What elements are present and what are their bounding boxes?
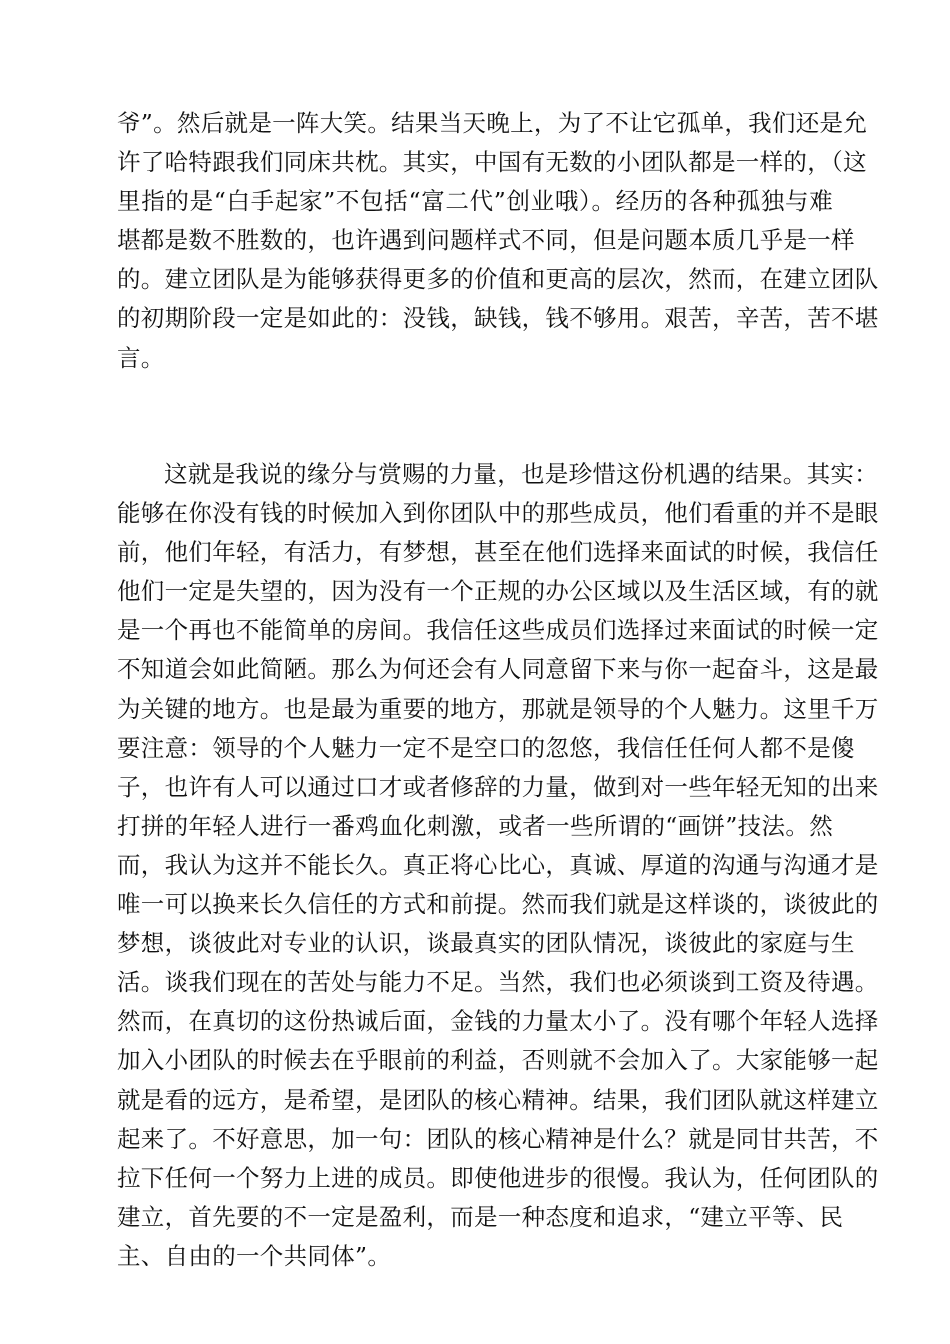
text-line: 要注意：领导的个人魅力一定不是空口的忽悠，我信任任何人都不是傻 bbox=[117, 733, 855, 762]
text-line: 唯一可以换来长久信任的方式和前提。然而我们就是这样谈的，谈彼此的 bbox=[117, 890, 879, 919]
text-line: 的初期阶段一定是如此的：没钱，缺钱，钱不够用。艰苦，辛苦，苦不堪 bbox=[117, 304, 879, 333]
text-line: 的。建立团队是为能够获得更多的价值和更高的层次，然而，在建立团队 bbox=[117, 265, 879, 294]
text-line: 打拼的年轻人进行一番鸡血化刺激，或者一些所谓的“画饼”技法。然 bbox=[117, 811, 833, 840]
text-line: 爷”。然后就是一阵大笑。结果当天晚上，为了不让它孤单，我们还是允 bbox=[117, 109, 868, 137]
text-line: 就是看的远方，是希望，是团队的核心精神。结果，我们团队就这样建立 bbox=[117, 1085, 879, 1114]
text-line-first: 这就是我说的缘分与赏赐的力量，也是珍惜这份机遇的结果。其实： bbox=[164, 460, 878, 488]
text-line: 起来了。不好意思，加一句：团队的核心精神是什么？就是同甘共苦，不 bbox=[117, 1124, 879, 1153]
text-line: 里指的是“白手起家”不包括“富二代”创业哦）。经历的各种孤独与难 bbox=[117, 187, 833, 216]
paragraph-continuation bbox=[117, 104, 879, 378]
text-line: 活。谈我们现在的苦处与能力不足。当然，我们也必须谈到工资及待遇。 bbox=[117, 968, 879, 997]
text-line: 子，也许有人可以通过口才或者修辞的力量，做到对一些年轻无知的出来 bbox=[117, 772, 879, 801]
text-line: 梦想，谈彼此对专业的认识，谈最真实的团队情况，谈彼此的家庭与生 bbox=[117, 929, 855, 958]
text-line: 能够在你没有钱的时候加入到你团队中的那些成员，他们看重的并不是眼 bbox=[117, 499, 879, 528]
text-line: 加入小团队的时候去在乎眼前的利益，否则就不会加入了。大家能够一起 bbox=[117, 1046, 879, 1075]
text-line: 堪都是数不胜数的，也许遇到问题样式不同，但是问题本质几乎是一样 bbox=[117, 226, 855, 255]
text-line: 然而，在真切的这份热诚后面，金钱的力量太小了。没有哪个年轻人选择 bbox=[117, 1007, 879, 1036]
paragraph-main bbox=[117, 455, 879, 1276]
text-line: 为关键的地方。也是最为重要的地方，那就是领导的个人魅力。这里千万 bbox=[117, 694, 879, 723]
text-line: 许了哈特跟我们同床共枕。其实，中国有无数的小团队都是一样的，（这 bbox=[117, 148, 867, 177]
text-line: 是一个再也不能简单的房间。我信任这些成员们选择过来面试的时候一定 bbox=[117, 616, 879, 645]
text-line: 言。 bbox=[117, 343, 165, 372]
text-line: 建立，首先要的不一定是盈利，而是一种态度和追求，“建立平等、民 bbox=[117, 1202, 844, 1231]
text-line: 主、自由的一个共同体”。 bbox=[117, 1241, 392, 1270]
text-line: 不知道会如此简陋。那么为何还会有人同意留下来与你一起奋斗，这是最 bbox=[117, 655, 879, 684]
text-line: 拉下任何一个努力上进的成员。即使他进步的很慢。我认为，任何团队的 bbox=[117, 1163, 879, 1192]
text-line: 前，他们年轻，有活力，有梦想，甚至在他们选择来面试的时候，我信任 bbox=[117, 538, 879, 567]
text-line: 而，我认为这并不能长久。真正将心比心，真诚、厚道的沟通与沟通才是 bbox=[117, 850, 879, 879]
text-line: 他们一定是失望的，因为没有一个正规的办公区域以及生活区域，有的就 bbox=[117, 577, 879, 606]
